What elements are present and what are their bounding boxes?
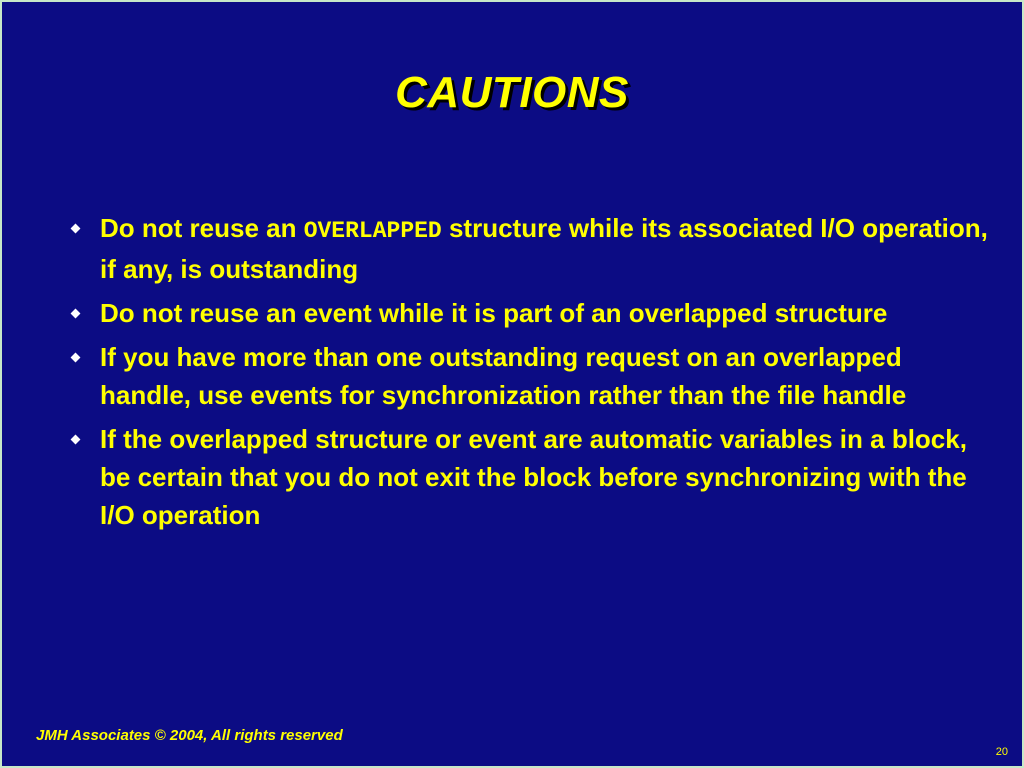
bullet-text-1-before: Do not reuse an xyxy=(100,213,304,243)
bullet-item-1 xyxy=(68,209,988,288)
bullet-text-1-after: structure while its associated I/O operation, if any, is outstanding xyxy=(100,213,988,284)
diamond-bullet-icon xyxy=(71,309,81,319)
bullet-item-3 xyxy=(68,338,988,414)
diamond-bullet-icon xyxy=(71,353,81,363)
slide xyxy=(2,2,1022,766)
slide-title: CAUTIONS xyxy=(395,68,629,117)
bullet-item-4 xyxy=(68,420,988,534)
page-number: 20 xyxy=(995,746,1008,758)
bullet-text-4: If the overlapped structure or event are automatic variables in a block, be certain that you do not exit the block before synchronizing with the I/O operation xyxy=(100,424,967,530)
bullet-list xyxy=(68,209,988,540)
bullet-code-overlapped: OVERLAPPED xyxy=(303,218,442,244)
diamond-bullet-icon xyxy=(71,224,81,234)
footer-copyright: JMH Associates © 2004, All rights reserved xyxy=(36,727,343,744)
diamond-bullet-icon xyxy=(71,435,81,445)
bullet-text-2: Do not reuse an event while it is part of an overlapped structure xyxy=(100,298,888,328)
bullet-text-3: If you have more than one outstanding request on an overlapped handle, use events for synchronization rather than the file handle xyxy=(100,342,907,410)
bullet-item-2 xyxy=(68,294,988,332)
